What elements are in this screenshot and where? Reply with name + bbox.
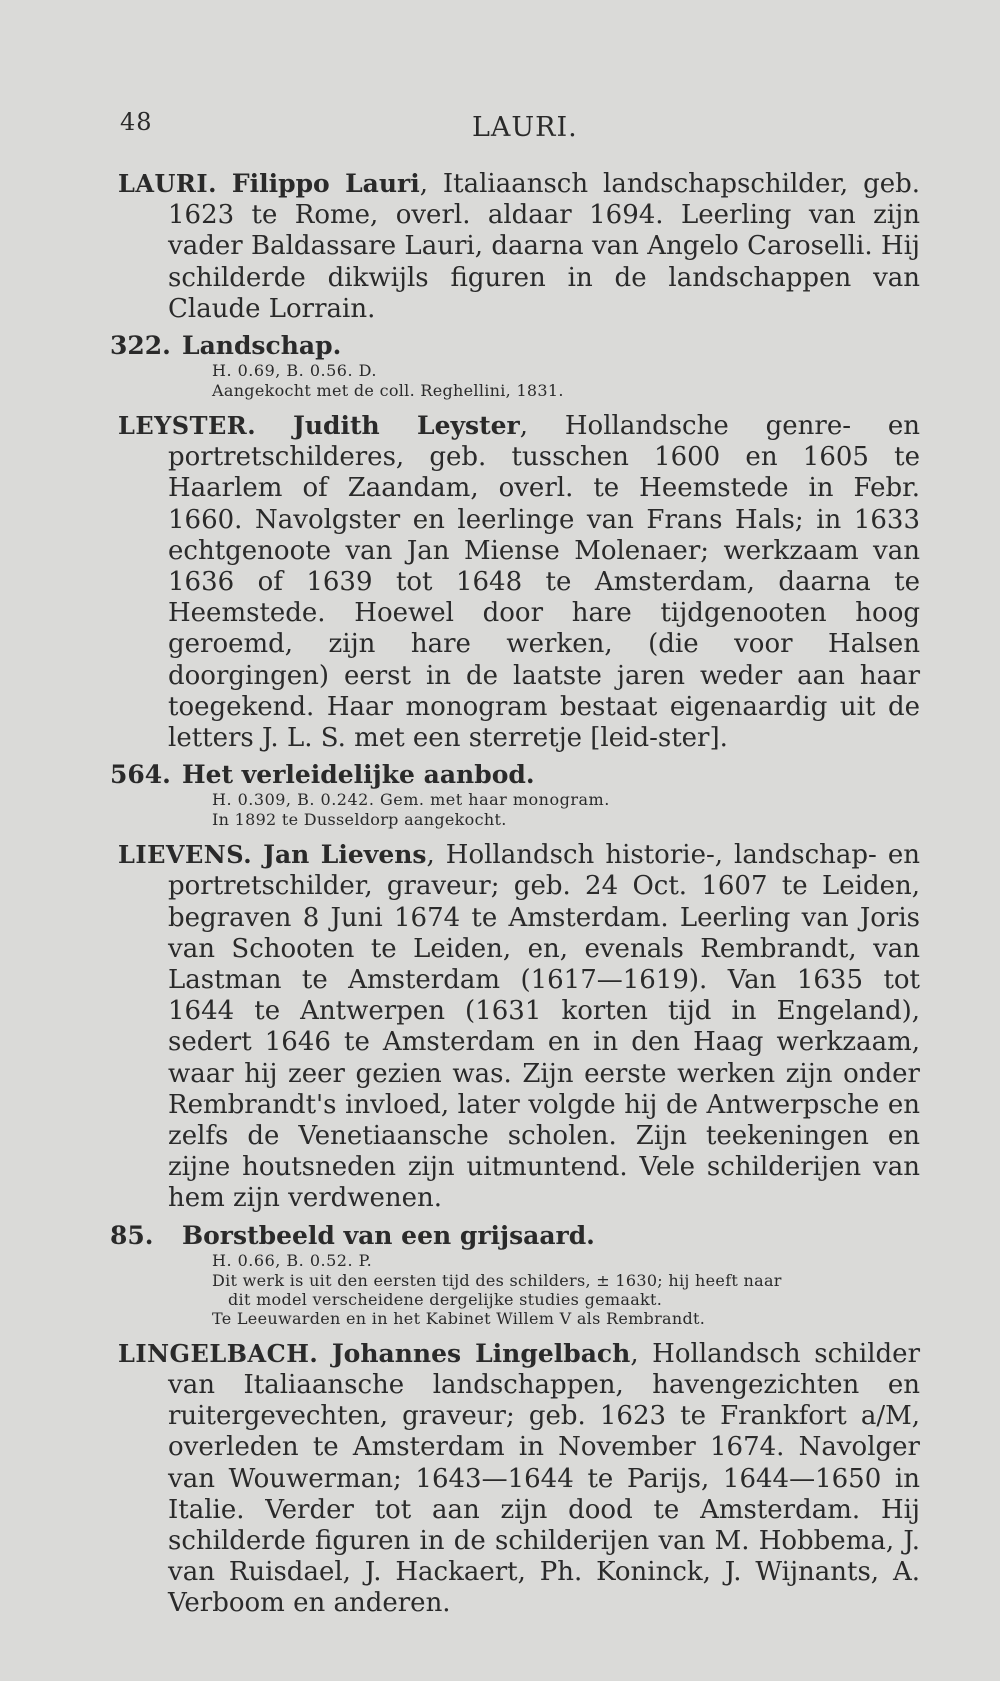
artist-biography: [118, 839, 921, 1214]
work-title: Landschap.: [182, 331, 342, 361]
work-heading: [110, 331, 920, 361]
work-item: [110, 331, 920, 401]
work-title: Borstbeeld van een grijsaard.: [182, 1220, 595, 1250]
artist-biography: [118, 168, 921, 325]
catalogue-number: 564.: [110, 760, 171, 790]
provenance-note: Te Leeuwarden en in het Kabinet Willem V als Rembrandt.: [212, 1308, 706, 1328]
work-note: Dit werk is uit den eersten tijd des schilders, ± 1630; hij heeft naar: [212, 1270, 782, 1290]
artist-entry-lingelbach: [118, 1338, 920, 1620]
work-note: dit model verscheidene dergelijke studies gemaakt.: [228, 1289, 663, 1309]
biography-text: , Italiaansch landschapschilder, geb. 1623 te Rome, overl. aldaar 1694. Leerling van zijn vader Baldassare Lauri, daarna van Angelo Caroselli. Hij schilderde dikwijls figuren in de landschappen van Claude Lorrain.: [168, 169, 921, 324]
work-item: [110, 1220, 920, 1328]
biography-text: , Hollandsch schilder van Italiaansche landschappen, havengezichten en ruitergevechten, graveur; geb. 1623 te Frankfort a/M, overleden te Amsterdam in November 1674. Navolger van Wouwerman; 1643—1644 te Parijs, 1644—1650 in Italie. Verder tot aan zijn dood te Amsterdam. Hij schilderde figuren in de schilderijen van M. Hobbema, J. van Ruisdael, J. Hackaert, Ph. Koninck, J. Wijnants, A. Verboom en anderen.: [168, 1338, 920, 1619]
artist-name: Jan Lievens: [263, 840, 427, 870]
catalogue-number: 322.: [110, 331, 171, 361]
work-heading: [110, 1220, 920, 1251]
page-number: 48: [120, 108, 153, 136]
artist-name: Johannes Lingelbach: [331, 1338, 631, 1368]
artist-entry-leyster: [110, 410, 921, 830]
work-dimensions: H. 0.309, B. 0.242. Gem. met haar monogram.: [212, 790, 610, 810]
page-content: [110, 168, 921, 1628]
work-item: [110, 760, 920, 830]
artist-biography: [118, 410, 921, 754]
running-title: LAURI.: [472, 112, 578, 143]
work-title: Het verleidelijke aanbod.: [182, 760, 535, 790]
artist-name: Filippo Lauri: [231, 169, 420, 198]
artist-tag: LIEVENS.: [118, 840, 253, 870]
provenance-note: In 1892 te Dusseldorp aangekocht.: [212, 810, 507, 830]
work-dimensions: H. 0.69, B. 0.56. D.: [212, 361, 377, 381]
work-dimensions: H. 0.66, B. 0.52. P.: [212, 1250, 373, 1270]
biography-text: , Hollandsche genre- en portretschilderes, geb. tusschen 1600 en 1605 te Haarlem of Zaandam, overl. te Heemstede in Febr. 1660. Navolgster en leerlinge van Frans Hals; in 1633 echtgenoote van Jan Miense Molenaer; werkzaam van 1636 of 1639 tot 1648 te Amsterdam, daarna te Heemstede. Hoewel door hare tijdgenooten hoog geroemd, zijn hare werken, (die voor Halsen doorgingen) eerst in de laatste jaren weder aan haar toegekend. Haar monogram bestaat eigenaardig uit de letters J. L. S. met een sterretje [leid-ster].: [168, 411, 921, 754]
artist-name: Judith Leyster: [292, 411, 520, 441]
biography-text: , Hollandsch historie-, landschap- en portretschilder, graveur; geb. 24 Oct. 1607 te Leiden, begraven 8 Juni 1674 te Amsterdam. Leerling van Joris van Schooten te Leiden, en, evenals Rembrandt, van Lastman te Amsterdam (1617—1619). Van 1635 tot 1644 te Antwerpen (1631 korten tijd in Engeland), sedert 1646 te Amsterdam en in den Haag werkzaam, waar hij zeer gezien was. Zijn eerste werken zijn onder Rembrandt's invloed, later volgde hij de Antwerpsche en zelfs de Venetiaansche scholen. Zijn teekeningen en zijne houtsneden zijn uitmuntend. Vele schilderijen van hem zijn verdwenen.: [168, 840, 921, 1214]
running-head: [0, 108, 1000, 148]
artist-biography: [118, 1338, 920, 1620]
provenance-note: Aangekocht met de coll. Reghellini, 1831.: [212, 381, 564, 401]
catalogue-number: 85.: [110, 1220, 154, 1250]
artist-tag: LAURI.: [118, 169, 217, 198]
artist-tag: LINGELBACH.: [118, 1338, 319, 1368]
artist-tag: LEYSTER.: [118, 411, 257, 441]
artist-entry-lievens: [110, 839, 921, 1328]
work-heading: [110, 760, 920, 790]
artist-entry-lauri: [110, 168, 921, 401]
